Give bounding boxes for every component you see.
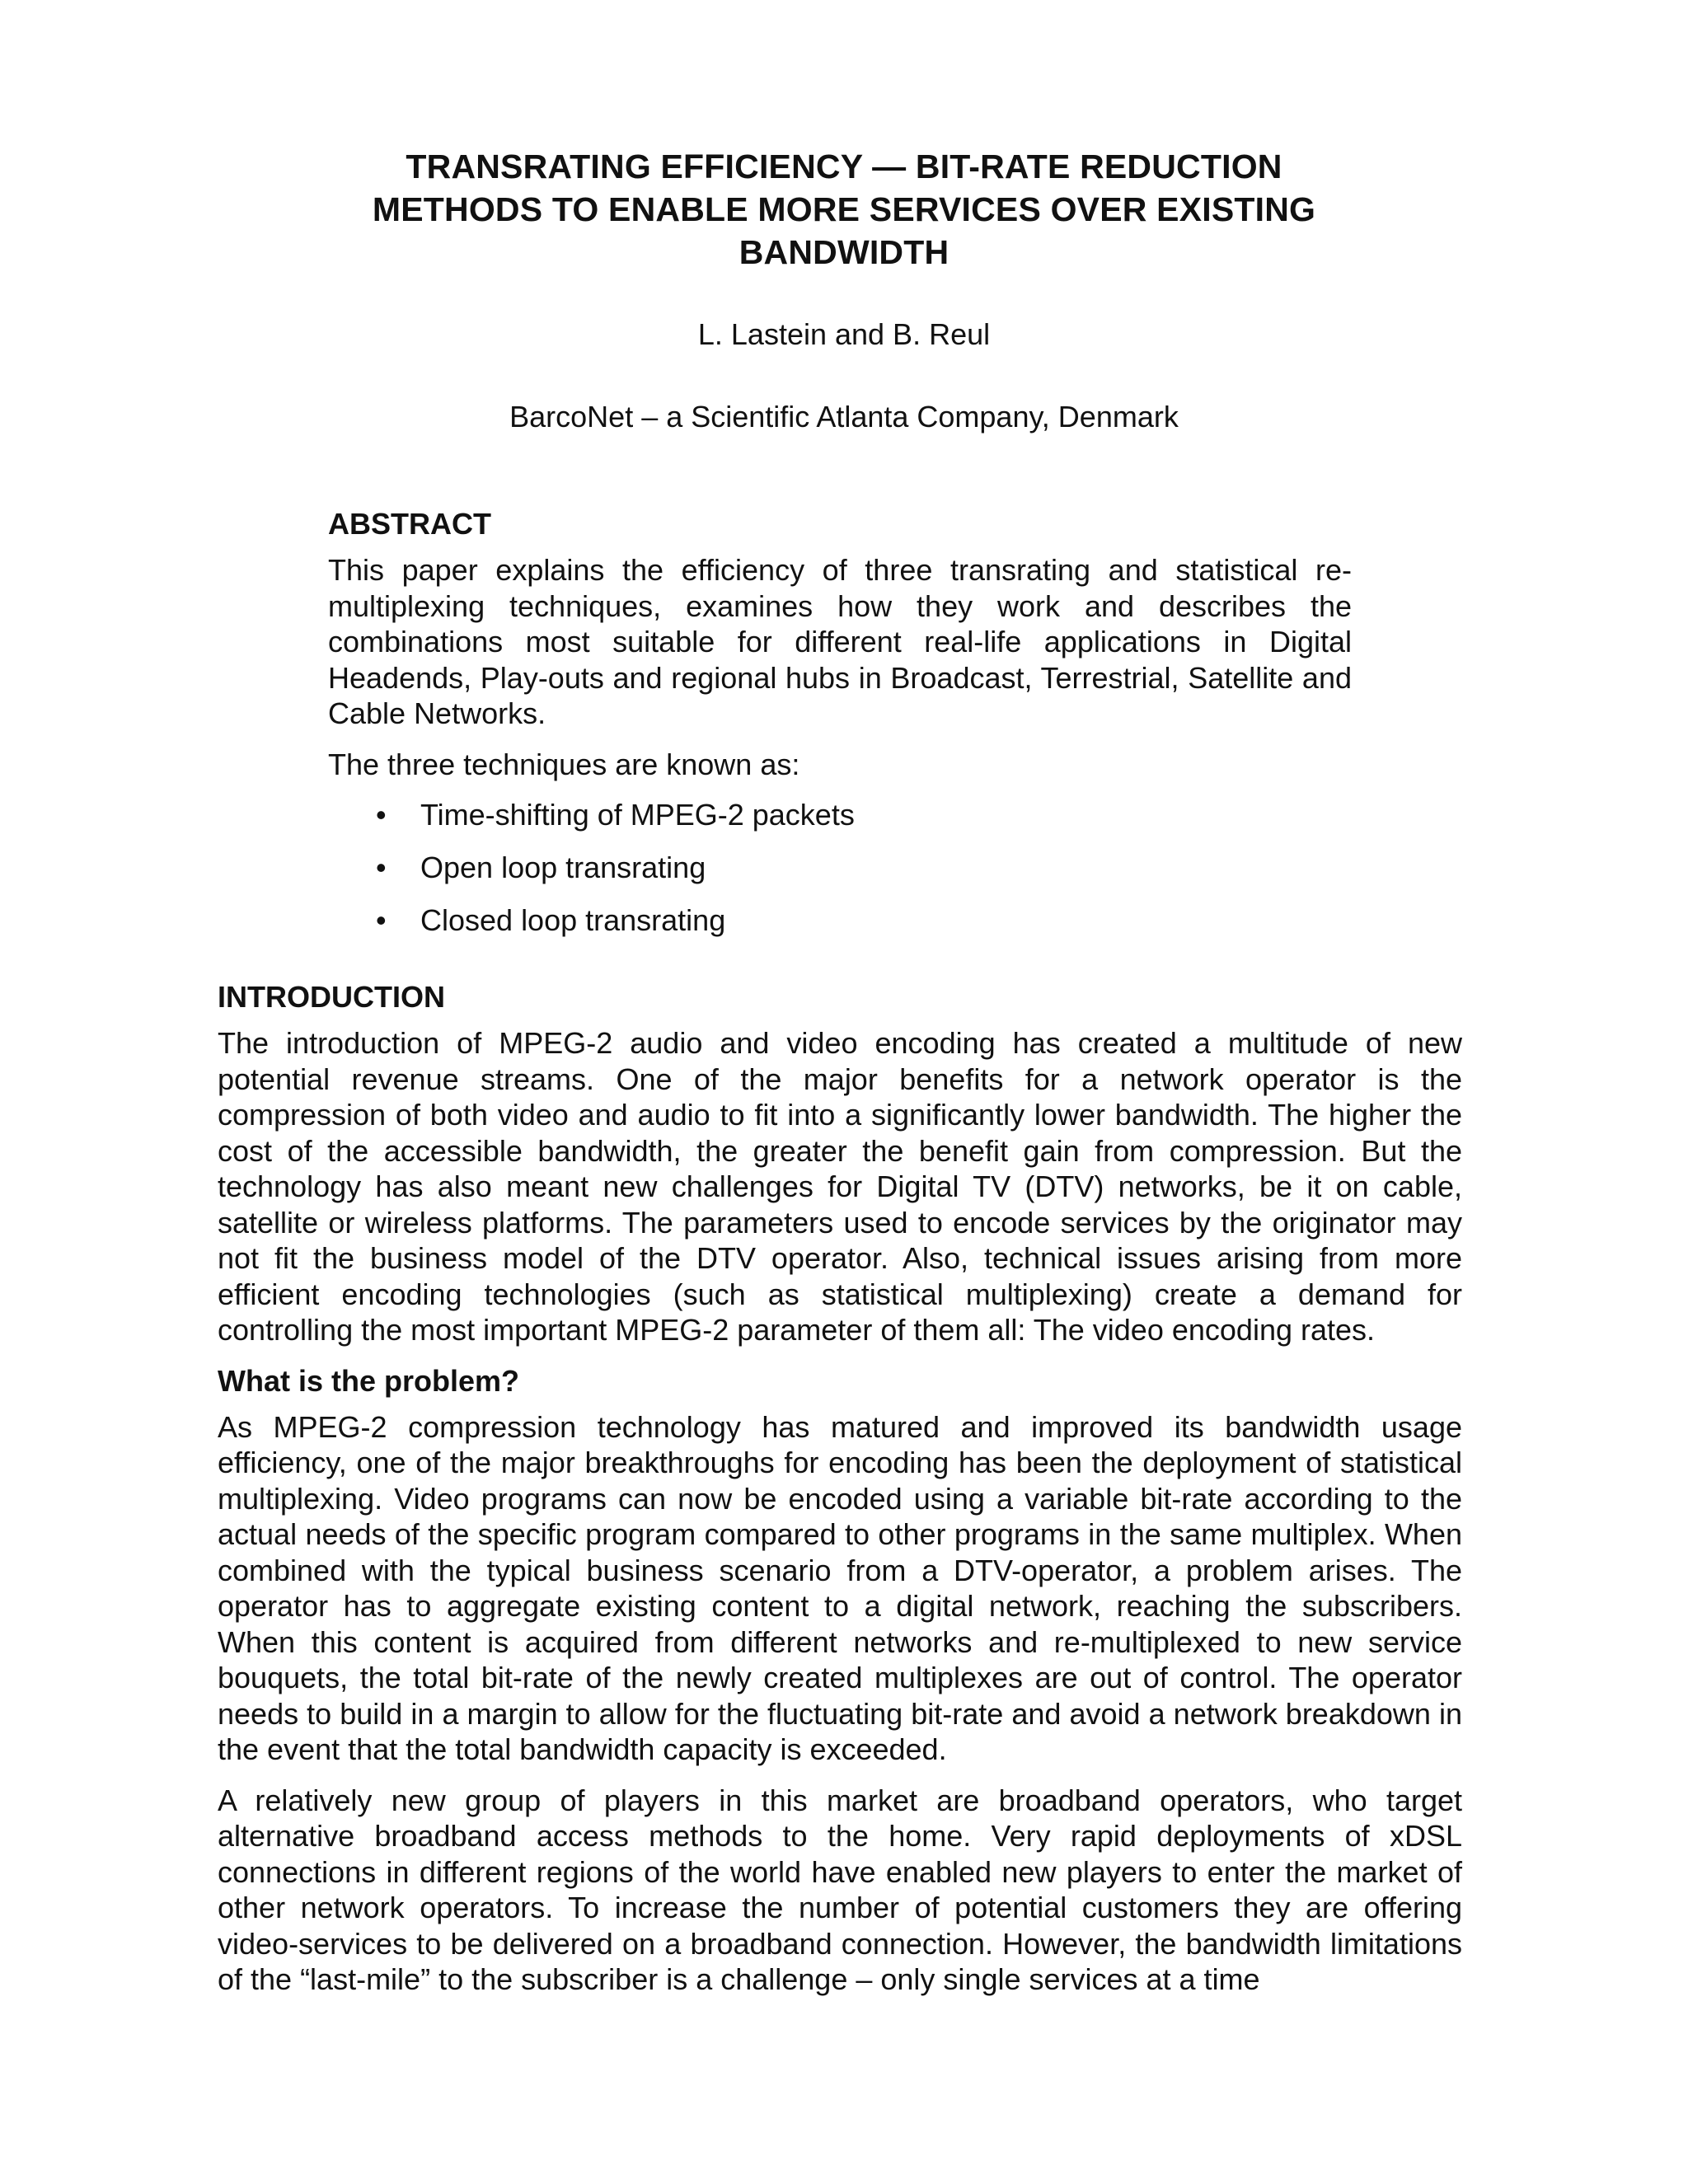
problem-paragraph-1: As MPEG-2 compression technology has matured and improved its bandwidth usage efficiency, one of the major breakthroughs for encoding has been the deployment of statistical multiplexing. Video programs can now be encoded using a variable bit-rate according to the actual needs of the specific program compared to other programs in the same multiplex. When combined with the typical business scenario from a DTV-operator, a problem arises. The operator has to aggregate existing content to a digital network, reaching the subscribers. When this content is acquired from different networks and re-multiplexed to new service bouquets, the total bit-rate of the newly created multiplexes are out of control. The operator needs to build in a margin to allow for the fluctuating bit-rate and avoid a network breakdown in the event that the total bandwidth capacity is exceeded. xyxy=(218,1409,1462,1766)
introduction-paragraph: The introduction of MPEG-2 audio and video encoding has created a multitude of new potential revenue streams. One of the major benefits for a network operator is the compression of both video and audio to fit into a significantly lower bandwidth. The higher the cost of the accessible bandwidth, the greater the benefit gain from compression. But the technology has also meant new challenges for Digital TV (DTV) networks, be it on cable, satellite or wireless platforms. The parameters used to encode services by the originator may not fit the business model of the DTV operator. Also, technical issues arising from more efficient encoding technologies (such as statistical multiplexing) create a demand for controlling the most important MPEG-2 parameter of them all: The video encoding rates. xyxy=(218,1026,1462,1347)
abstract-heading: ABSTRACT xyxy=(328,507,491,541)
list-item-text: Closed loop transrating xyxy=(420,903,726,937)
list-item-text: Open loop transrating xyxy=(420,851,706,884)
authors: L. Lastein and B. Reul xyxy=(697,317,991,351)
bullet-icon: • xyxy=(376,798,387,832)
list-item xyxy=(328,850,1352,886)
bullet-icon: • xyxy=(376,851,387,884)
list-item xyxy=(328,797,1352,833)
abstract-paragraph: This paper explains the efficiency of three transrating and statistical re-multiplexing techniques, examines how they work and describes the combinations most suitable for different real-life applications in Digital Headends, Play-outs and regional hubs in Broadcast, Terrestrial, Satellite and Cable Networks. xyxy=(328,553,1352,730)
list-item xyxy=(328,902,1352,939)
techniques-intro: The three techniques are known as: xyxy=(328,747,800,781)
abstract-section xyxy=(328,506,1352,955)
problem-heading: What is the problem? xyxy=(218,1363,520,1398)
introduction-heading: INTRODUCTION xyxy=(218,980,445,1014)
bullet-icon: • xyxy=(376,903,387,937)
techniques-list xyxy=(328,797,1352,939)
main-body xyxy=(218,979,1462,2013)
paper-title xyxy=(0,145,1688,274)
affiliation: BarcoNet – a Scientific Atlanta Company, Denmark xyxy=(509,400,1179,434)
title-line-1: TRANSRATING EFFICIENCY — BIT-RATE REDUCTION xyxy=(406,148,1282,185)
problem-paragraph-2: A relatively new group of players in this market are broadband operators, who target alternative broadband access methods to the home. Very rapid deployments of xDSL connections in different regions of the world have enabled new players to enter the market of other network operators. To increase the number of potential customers they are offering video-services to be delivered on a broadband connection. However, the bandwidth limitations of the “last-mile” to the subscriber is a challenge – only single services at a time xyxy=(218,1783,1462,1996)
title-line-2: METHODS TO ENABLE MORE SERVICES OVER EXISTING xyxy=(372,190,1316,228)
list-item-text: Time-shifting of MPEG-2 packets xyxy=(420,798,855,832)
title-line-3: BANDWIDTH xyxy=(738,233,950,271)
